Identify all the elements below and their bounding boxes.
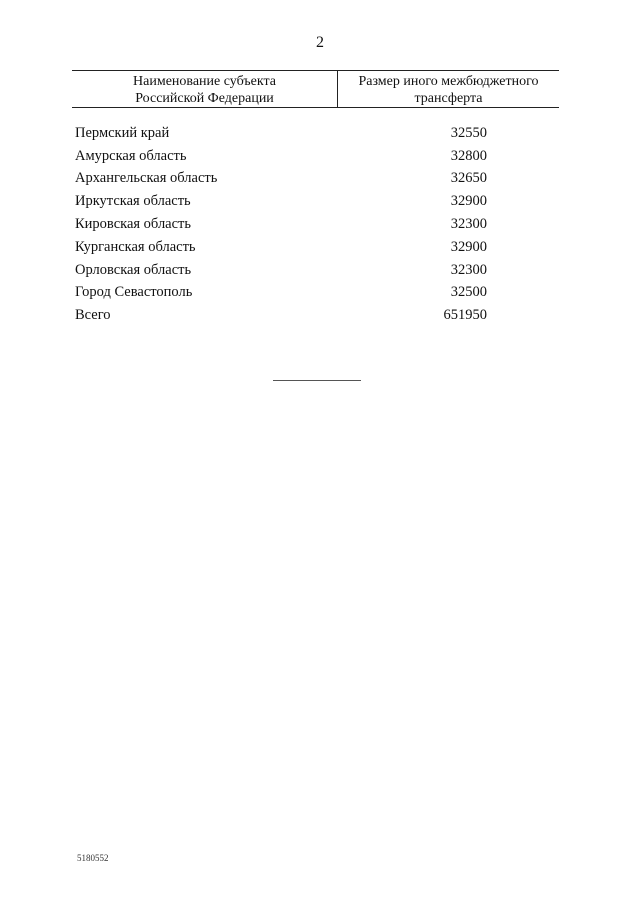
total-label: Всего (75, 307, 111, 324)
subject-name: Город Севастополь (75, 284, 193, 301)
page-number: 2 (316, 34, 324, 51)
table-row (75, 236, 559, 259)
table-row (75, 259, 559, 282)
table-row (75, 190, 559, 213)
subject-name: Архангельская область (75, 170, 218, 187)
document-code: 5180552 (77, 853, 109, 863)
table-row (75, 282, 559, 305)
column-header-subject: Наименование субъекта Российской Федерации (72, 71, 338, 107)
subject-name: Пермский край (75, 124, 170, 141)
table-header (72, 70, 559, 108)
transfer-amount: 32900 (450, 193, 487, 210)
transfer-amount: 32800 (450, 147, 487, 164)
subject-name: Курганская область (75, 238, 196, 255)
transfer-amount: 32500 (450, 284, 487, 301)
table-row (75, 122, 559, 145)
table-row (75, 213, 559, 236)
table-row-total (75, 304, 559, 327)
end-divider-line (273, 380, 361, 381)
table-body (75, 122, 559, 327)
table-row (75, 168, 559, 191)
column-header-transfer-amount: Размер иного межбюджетного трансферта (358, 74, 539, 106)
subject-name: Кировская область (75, 216, 192, 233)
transfer-amount: 32300 (450, 261, 487, 278)
transfer-amount: 32900 (450, 238, 487, 255)
transfer-amount: 32650 (450, 170, 487, 187)
transfer-amount: 32550 (450, 124, 487, 141)
table-row (75, 145, 559, 168)
subject-name: Иркутская область (75, 193, 191, 210)
subject-name: Амурская область (75, 147, 187, 164)
total-amount: 651950 (443, 307, 487, 324)
transfer-amount: 32300 (450, 216, 487, 233)
subject-name: Орловская область (75, 261, 192, 278)
